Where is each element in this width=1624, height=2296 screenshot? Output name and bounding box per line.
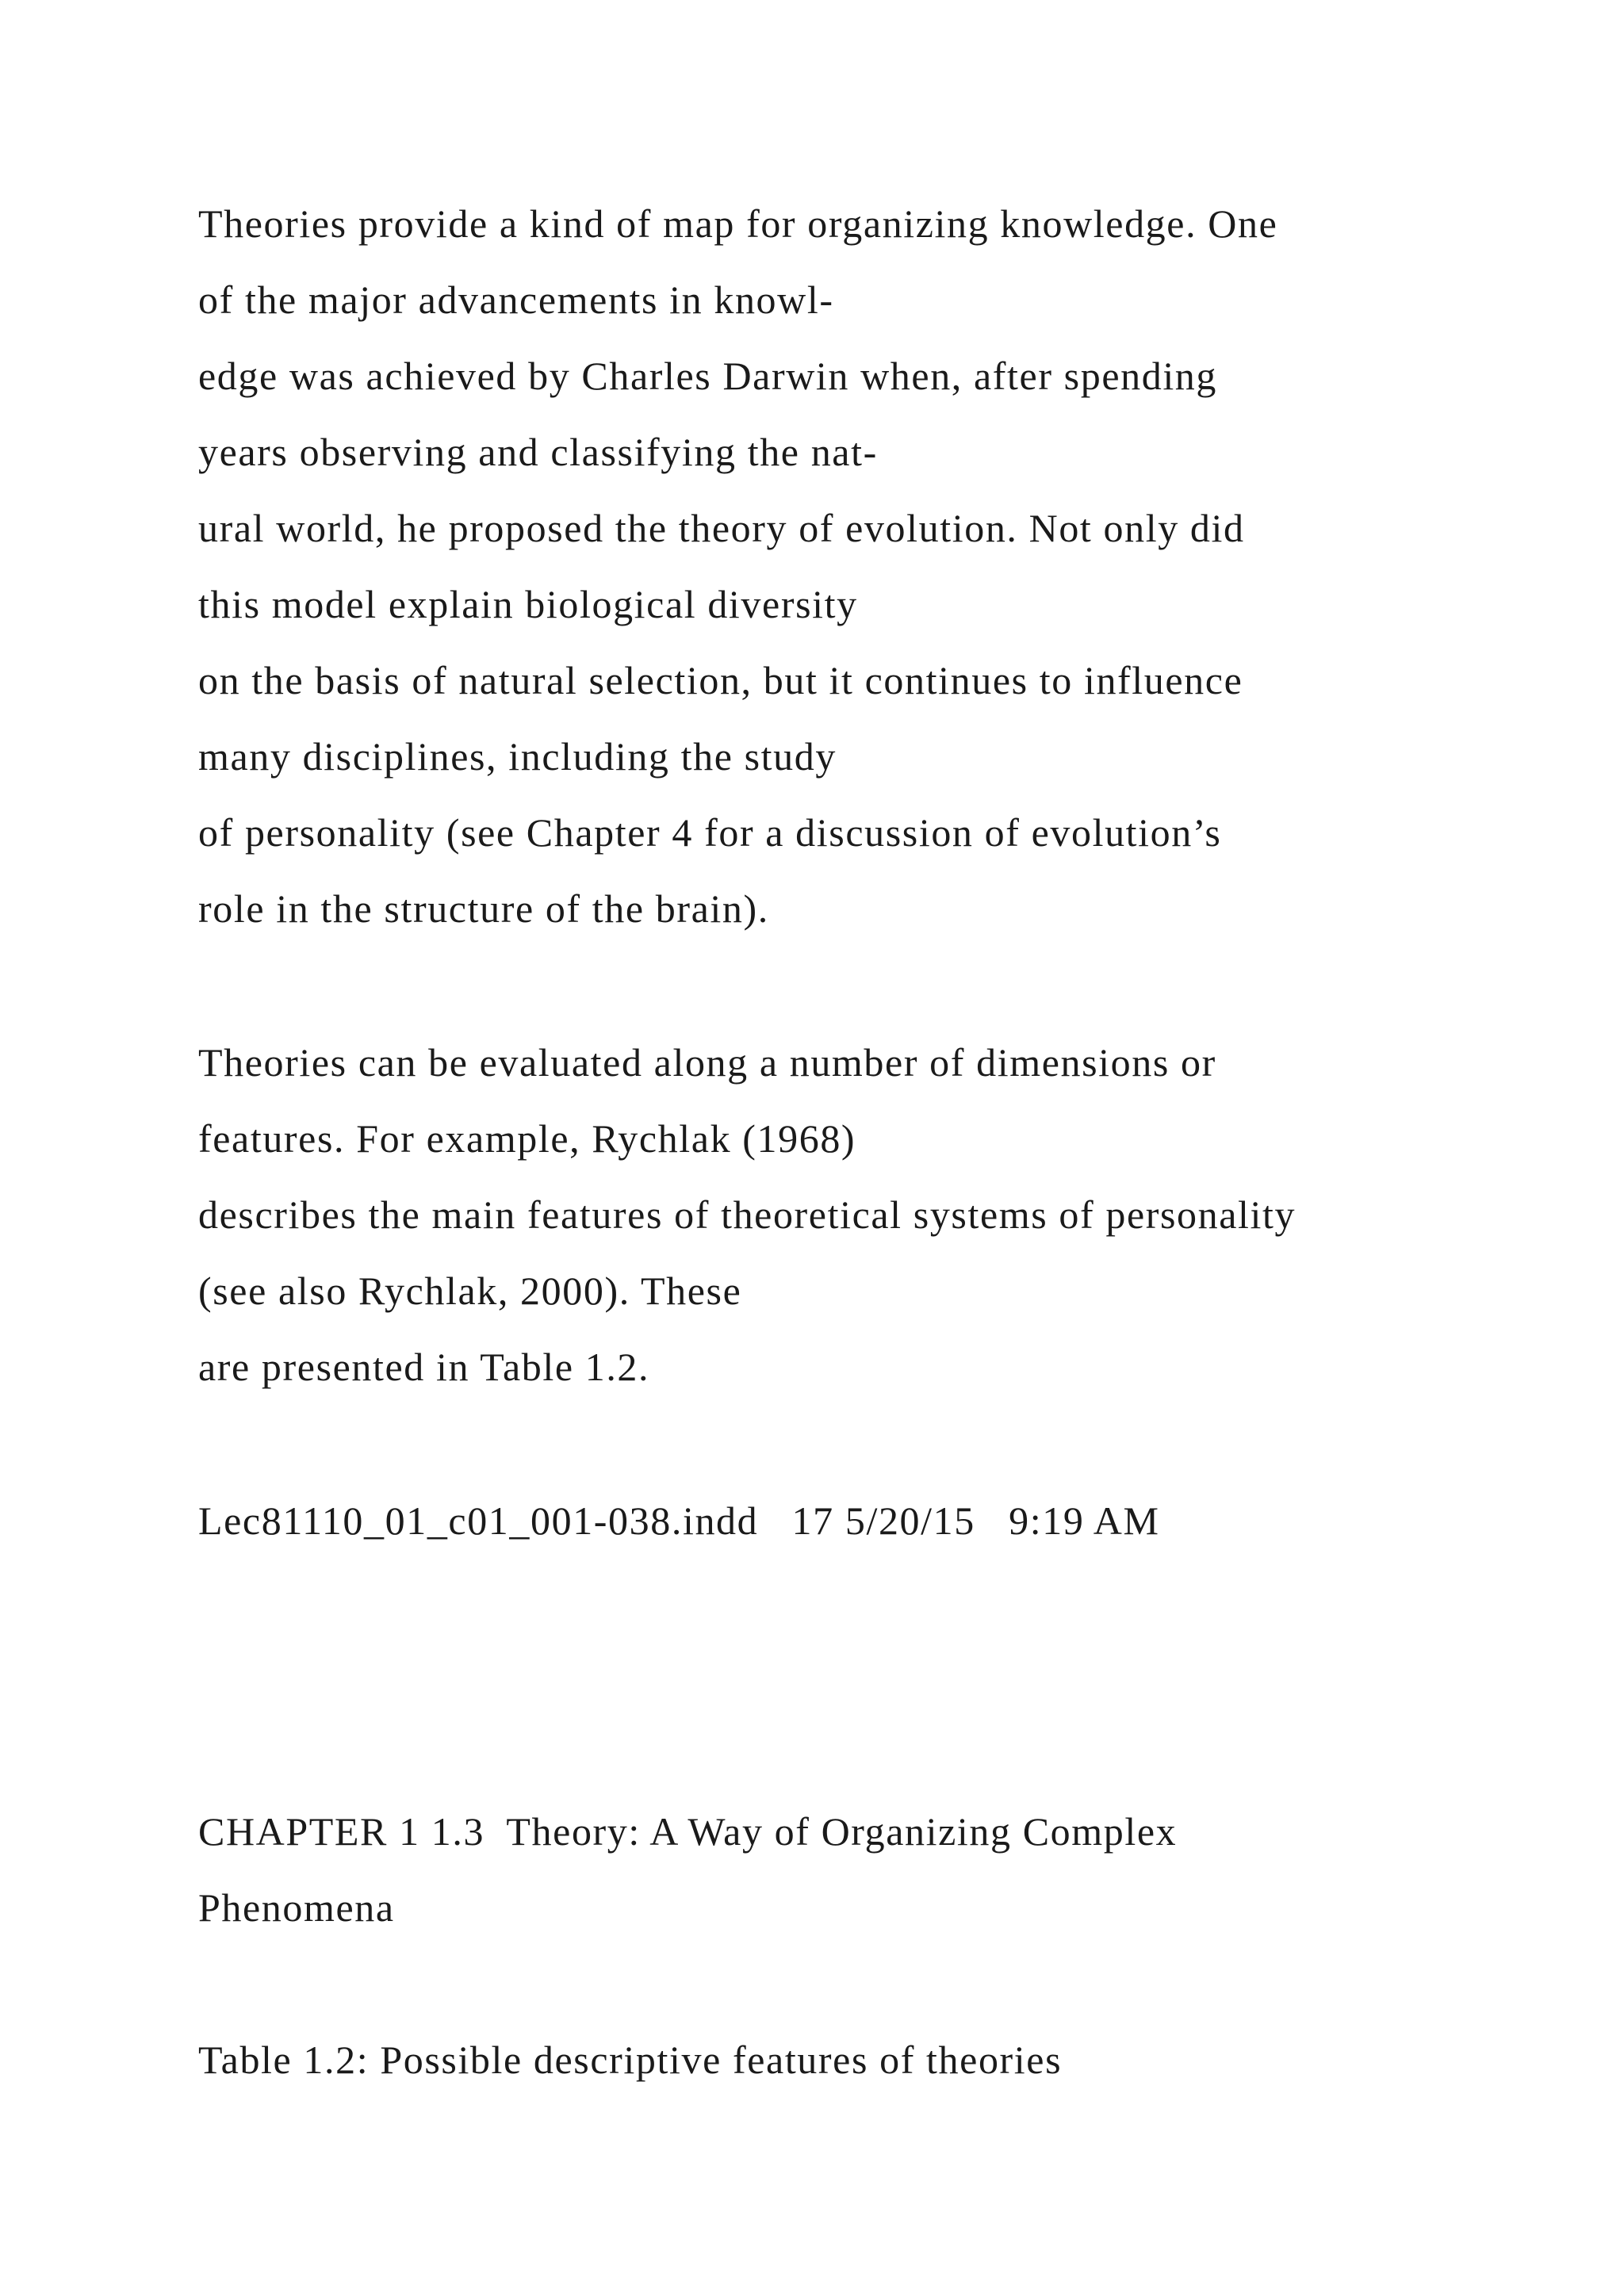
text-line: Theories provide a kind of map for organizing knowledge. One bbox=[198, 201, 1278, 246]
text-line: features. For example, Rychlak (1968) bbox=[198, 1116, 856, 1161]
text-line: role in the structure of the brain). bbox=[198, 886, 769, 931]
text-line: are presented in Table 1.2. bbox=[198, 1345, 650, 1389]
text-line: years observing and classifying the nat- bbox=[198, 430, 878, 474]
table-caption: Table 1.2: Possible descriptive features of theories bbox=[198, 2038, 1063, 2082]
text-line: ural world, he proposed the theory of evolution. Not only did bbox=[198, 506, 1245, 550]
text-line: this model explain biological diversity bbox=[198, 582, 858, 626]
text-line: of the major advancements in knowl- bbox=[198, 277, 834, 322]
text-line: on the basis of natural selection, but it continues to influence bbox=[198, 658, 1243, 702]
text-line: of personality (see Chapter 4 for a discussion of evolution’s bbox=[198, 810, 1222, 855]
text-line: many disciplines, including the study bbox=[198, 734, 837, 779]
file-slug: Lec81110_01_c01_001-038.indd 17 5/20/15 9:19 AM bbox=[198, 1498, 1160, 1543]
text-line: edge was achieved by Charles Darwin when, after spending bbox=[198, 354, 1218, 398]
text-line: describes the main features of theoretical systems of personality bbox=[198, 1192, 1297, 1237]
running-head-line: Phenomena bbox=[198, 1885, 395, 1930]
text-line: Theories can be evaluated along a number of dimensions or bbox=[198, 1040, 1216, 1085]
running-head-line: CHAPTER 1 1.3 Theory: A Way of Organizing Complex bbox=[198, 1809, 1178, 1854]
text-line: (see also Rychlak, 2000). These bbox=[198, 1269, 742, 1313]
